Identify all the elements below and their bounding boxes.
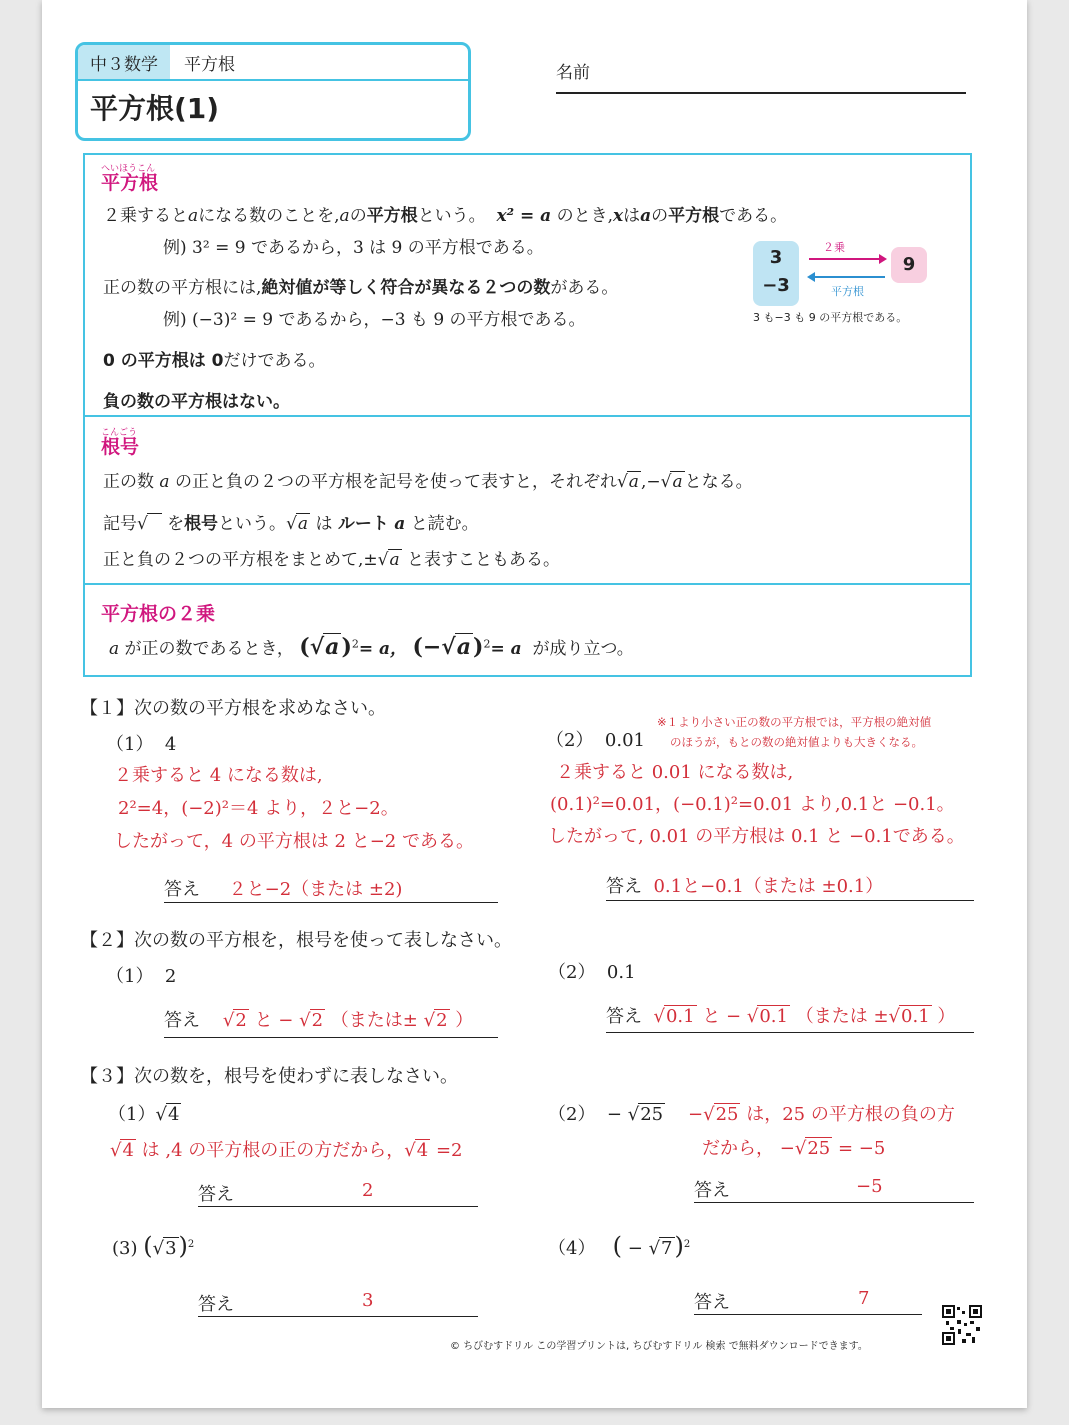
page-title: 平方根(1)	[90, 92, 220, 125]
section-heading: 平方根	[101, 172, 159, 194]
answer-label: 答え	[606, 1006, 642, 1027]
p2-1-prompt: （1） 2	[106, 966, 177, 987]
radical-line-3: 正と負の２つの平方根をまとめて,±√a と表すこともある。	[103, 550, 561, 570]
square-of-root-line: a が正の数であるとき， $(√a)^2= a$， $(-√a)^2= a$ が成り立つ。	[109, 634, 634, 660]
section-heading: 平方根の２乗	[101, 603, 216, 625]
p3-1-work: √4 は ,4 の平方根の正の方だから，√4 =2	[110, 1140, 463, 1161]
p3-2-answer: −5	[856, 1176, 883, 1197]
title-box	[75, 42, 471, 141]
p3-4-prompt: （4） ( − √7)$^2$	[548, 1232, 691, 1260]
p3-1-answer-line[interactable]	[198, 1180, 478, 1207]
p1-2-work-3: したがって, 0.01 の平方根は 0.1 と −0.1である。	[548, 826, 965, 847]
p3-4-answer-line[interactable]	[694, 1288, 922, 1315]
zero-root-line: 0 の平方根は 0だけである。	[103, 351, 326, 371]
square-box: 9	[891, 247, 927, 283]
p3-1-answer: 2	[362, 1180, 374, 1201]
unit-label: 平方根	[184, 54, 235, 75]
problem-3-title: 【３】次の数を，根号を使わずに表しなさい。	[80, 1066, 458, 1087]
p2-2-answer-line[interactable]	[606, 1002, 974, 1033]
heading-ruby: へいほうこん	[101, 164, 156, 174]
p2-2-answer: √0.1 と − √0.1 （または ±√0.1 ）	[653, 1006, 956, 1027]
explanation-box	[83, 153, 972, 677]
p1-2-note-2: のほうが，もとの数の絶対値よりも大きくなる。	[670, 735, 923, 749]
example-2: 例) (−3)² = 9 であるから，−3 も 9 の平方根である。	[163, 310, 586, 330]
roots-box: 3 −3	[753, 241, 799, 306]
p1-1-answer: ２と−2（または ±2)	[228, 879, 403, 900]
section-square-root	[85, 155, 970, 415]
p3-4-answer: 7	[858, 1288, 870, 1309]
section-square-of-root	[85, 583, 970, 677]
p1-1-work-2: 2²=4，(−2)²＝4 より，２と−2。	[118, 798, 399, 819]
qr-code-icon	[942, 1305, 982, 1345]
answer-label: 答え	[694, 1292, 730, 1313]
p2-1-answer-line[interactable]	[164, 1006, 498, 1038]
footer-credit: © ちびむすドリル この学習プリントは, ちびむすドリル 検索 で無料ダウンロードできます。	[450, 1341, 868, 1352]
problem-2-title: 【２】次の数の平方根を，根号を使って表しなさい。	[80, 930, 512, 951]
p3-2-prompt: （2） − √25	[548, 1104, 664, 1125]
p1-2-answer: 0.1と−0.1（または ±0.1）	[653, 876, 884, 897]
p3-2-answer-line[interactable]	[694, 1176, 974, 1203]
square-arrow-label: ２乗	[823, 241, 845, 254]
radical-line-2: 記号√ を根号という。√a は ルート a と読む。	[103, 514, 479, 534]
p1-2-note-1: ※１より小さい正の数の平方根では，平方根の絶対値	[657, 715, 932, 729]
two-roots-line: 正の数の平方根には,絶対値が等しく符合が異なる２つの数がある。	[103, 278, 619, 298]
section-heading: 根号	[101, 436, 140, 458]
answer-label: 答え	[164, 1010, 200, 1031]
p3-3-answer: 3	[362, 1290, 374, 1311]
p1-2-work-1: ２乗すると 0.01 になる数は,	[556, 762, 794, 783]
p3-1-prompt: （1）√4	[108, 1104, 180, 1125]
answer-label: 答え	[198, 1184, 234, 1205]
square-root-diagram	[753, 237, 973, 327]
radical-line-1: 正の数 a の正と負の２つの平方根を記号を使って表すと，それぞれ√a ,−√a となる。	[103, 472, 753, 492]
p1-2-prompt: （2） 0.01	[546, 730, 645, 751]
p1-1-work-1: ２乗すると 4 になる数は,	[114, 765, 323, 786]
problem-1-title: 【１】次の数の平方根を求めなさい。	[80, 698, 386, 719]
answer-label: 答え	[694, 1180, 730, 1201]
p2-1-answer: √2 と − √2 （または± √2 ）	[222, 1010, 474, 1031]
p1-2-answer-line[interactable]	[606, 872, 974, 901]
name-field[interactable]	[556, 58, 966, 94]
negative-root-line: 負の数の平方根はない。	[103, 392, 290, 412]
heading-ruby: こんごう	[101, 428, 138, 438]
worksheet-page	[42, 0, 1027, 1408]
p1-1-prompt: （1） 4	[106, 734, 177, 755]
example-1: 例) 3² = 9 であるから，3 は 9 の平方根である。	[163, 238, 544, 258]
p3-2-work-1: −√25 は，25 の平方根の負の方	[688, 1104, 955, 1125]
p1-1-answer-line[interactable]	[164, 875, 498, 903]
answer-label: 答え	[606, 876, 642, 897]
p1-2-work-2: (0.1)²=0.01，(−0.1)²=0.01 より,0.1と −0.1。	[550, 794, 955, 815]
name-label: 名前	[556, 63, 590, 83]
p3-3-answer-line[interactable]	[198, 1290, 478, 1317]
answer-label: 答え	[198, 1294, 234, 1315]
p1-1-work-3: したがって，4 の平方根は 2 と−2 である。	[114, 831, 474, 852]
radical-sign-icon: √	[137, 514, 148, 534]
section-radical-sign	[85, 415, 970, 585]
root-arrow-label: 平方根	[831, 285, 864, 298]
diagram-caption: 3 も−3 も 9 の平方根である。	[753, 311, 908, 324]
p3-2-work-2: だから， −√25 = −5	[702, 1138, 886, 1159]
p3-3-prompt: (3) $(√3)^2$	[112, 1232, 195, 1260]
definition-line: ２乗するとaになる数のことを,aの平方根という。 x² = a のとき,xはaの平方根である。	[103, 206, 788, 226]
subject-label: 中３数学	[78, 45, 170, 79]
p2-2-prompt: （2） 0.1	[548, 962, 636, 983]
answer-label: 答え	[164, 879, 200, 900]
